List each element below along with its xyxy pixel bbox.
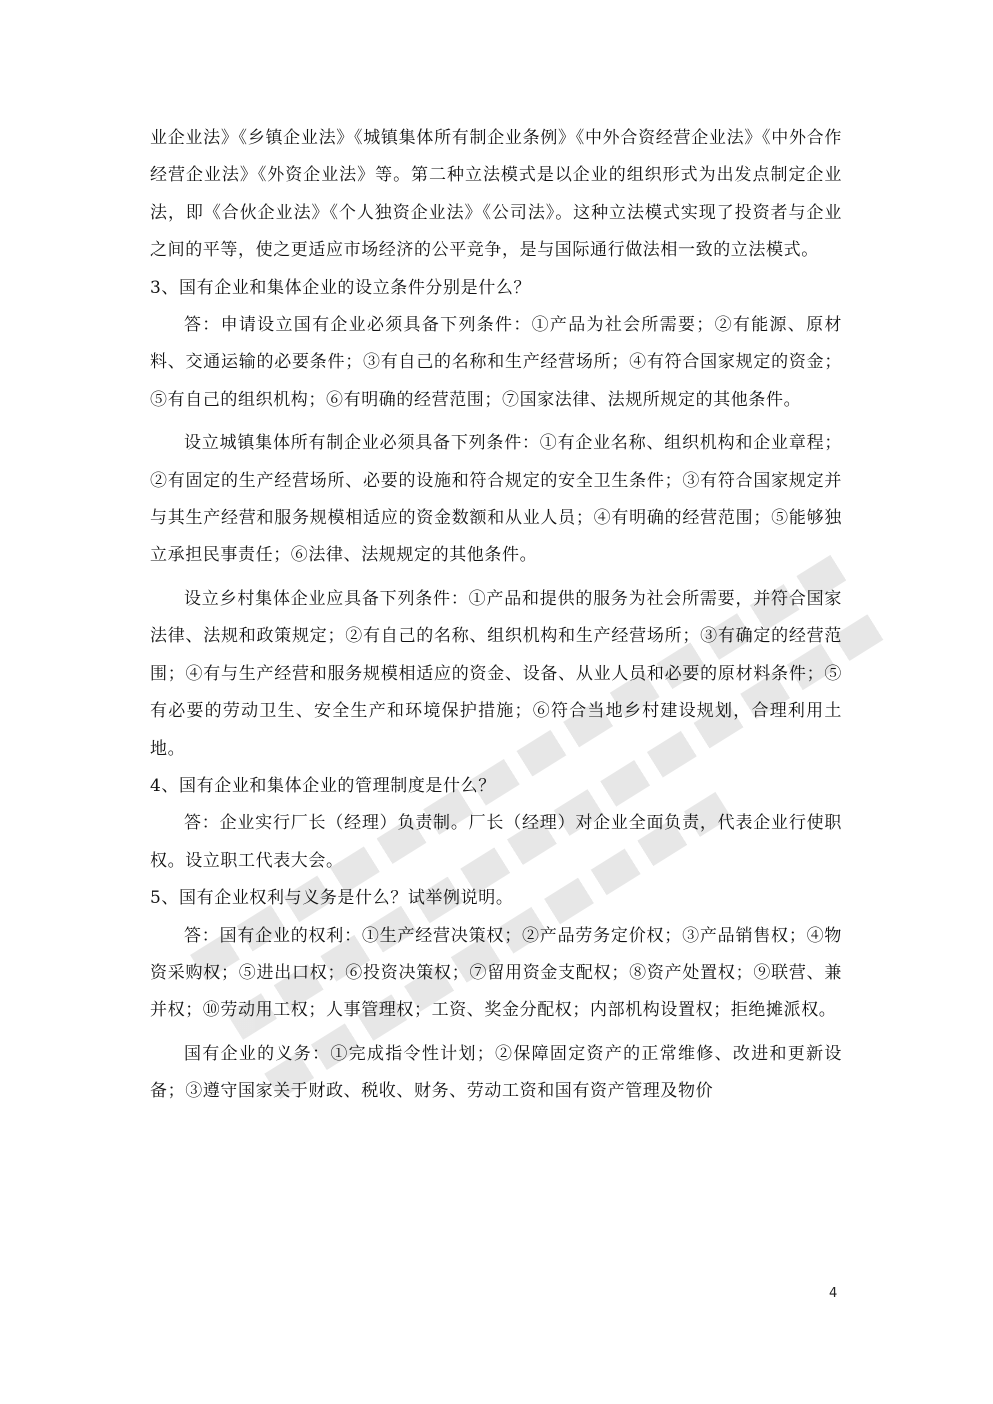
body-text: [150, 120, 842, 1111]
answer-4: 答：企业实行厂长（经理）负责制。厂长（经理）对企业全面负责，代表企业行使职权。设立职工代表大会。: [150, 813, 842, 871]
page-number: 4: [829, 1286, 838, 1301]
answer-3-state-owned: 答：申请设立国有企业必须具备下列条件：①产品为社会所需要；②有能源、原材料、交通运输的必要条件；③有自己的名称和生产经营场所；④有符合国家规定的资金；⑤有自己的组织机构；⑥有明确的经营范围；⑦国家法律、法规所规定的其他条件。: [150, 315, 842, 410]
paragraph-continuation: 业企业法》《乡镇企业法》《城镇集体所有制企业条例》《中外合资经营企业法》《中外合作经营企业法》《外资企业法》等。第二种立法模式是以企业的组织形式为出发点制定企业法，即《合伙企业法》《个人独资企业法》《公司法》。这种立法模式实现了投资者与企业之间的平等，使之更适应市场经济的公平竞争，是与国际通行做法相一致的立法模式。: [150, 128, 842, 261]
question-5-heading: 5、国有企业权利与义务是什么？试举例说明。: [150, 888, 514, 909]
question-3-heading: 3、国有企业和集体企业的设立条件分别是什么？: [150, 277, 532, 298]
answer-5-rights: 答：国有企业的权利：①生产经营决策权；②产品劳务定价权；③产品销售权；④物资采购权；⑤进出口权；⑥投资决策权；⑦留用资金支配权；⑧资产处置权；⑨联营、兼并权；⑩劳动用工权；人事管理权；工资、奖金分配权；内部机构设置权；拒绝摊派权。: [150, 925, 842, 1021]
answer-3-rural-collective: 设立乡村集体企业应具备下列条件：①产品和提供的服务为社会所需要，并符合国家法律、法规和政策规定；②有自己的名称、组织机构和生产经营场所；③有确定的经营范围；④有与生产经营和服务规模相适应的资金、设备、从业人员和必要的原材料条件；⑤有必要的劳动卫生、安全生产和环境保护措施；⑥符合当地乡村建设规划，合理利用土地。: [150, 588, 842, 759]
answer-3-urban-collective: 设立城镇集体所有制企业必须具备下列条件：①有企业名称、组织机构和企业章程；②有固定的生产经营场所、必要的设施和符合规定的安全卫生条件；③有符合国家规定并与其生产经营和服务规模相适应的资金数额和从业人员；④有明确的经营范围；⑤能够独立承担民事责任；⑥法律、法规规定的其他条件。: [150, 433, 842, 566]
answer-5-obligations: 国有企业的义务：①完成指令性计划；②保障固定资产的正常维修、改进和更新设备；③遵守国家关于财政、税收、财务、劳动工资和国有资产管理及物价: [150, 1043, 842, 1102]
question-4-heading: 4、国有企业和集体企业的管理制度是什么？: [150, 775, 496, 796]
